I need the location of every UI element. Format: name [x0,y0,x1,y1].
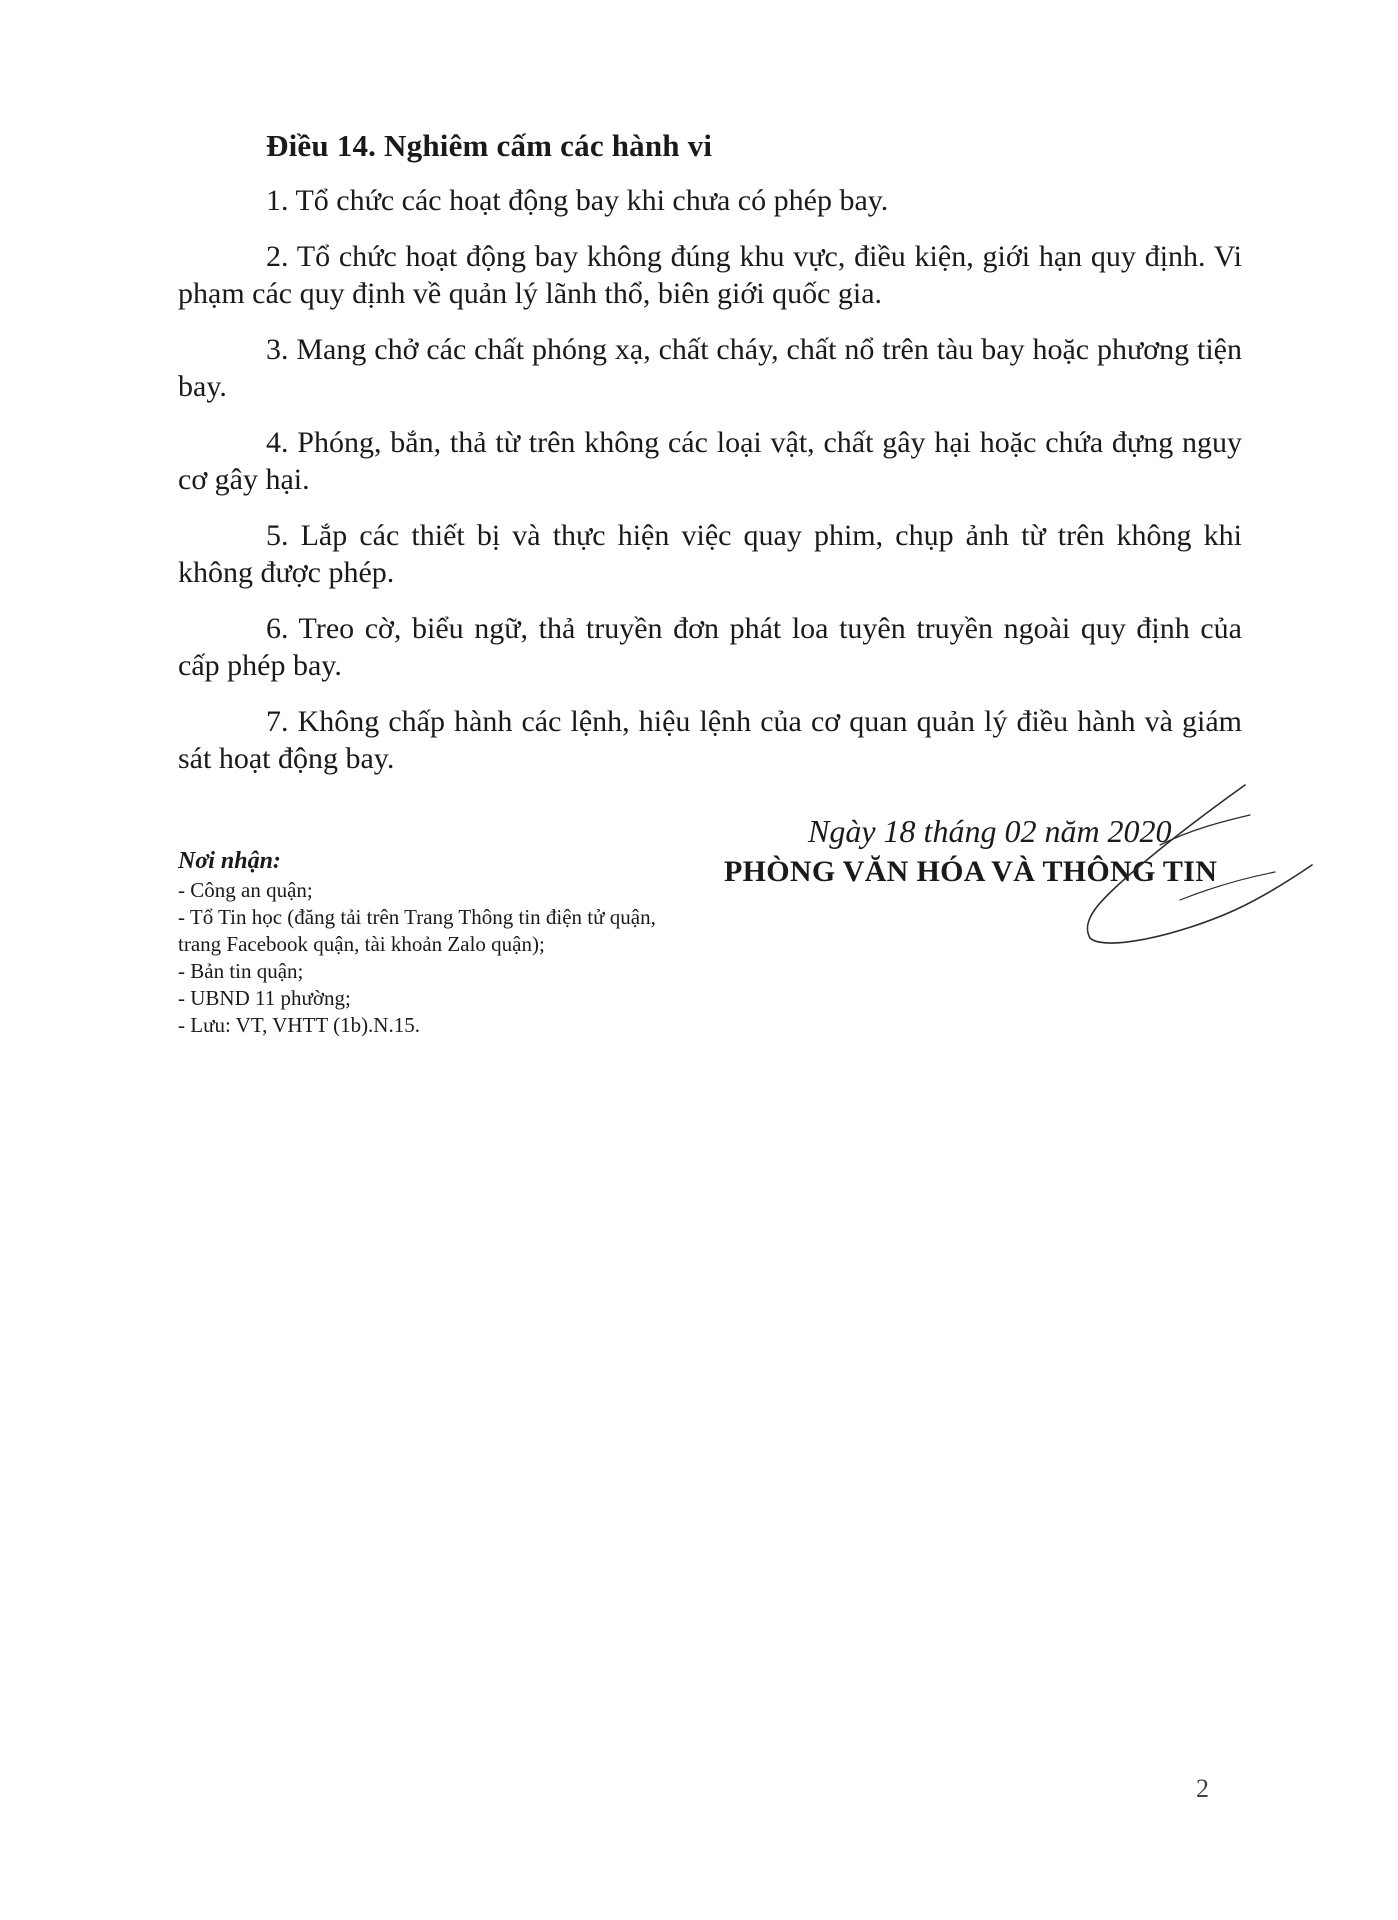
issuing-office: PHÒNG VĂN HÓA VÀ THÔNG TIN [724,855,1218,888]
recipient-item: - UBND 11 phường; [178,986,351,1010]
recipient-item: - Bản tin quận; [178,959,304,983]
clause-1: 1. Tổ chức các hoạt động bay khi chưa có phép bay. [266,184,889,217]
clause-5: 5. Lắp các thiết bị và thực hiện việc quay phim, chụp ảnh từ trên không khi không được phép. [178,519,1242,589]
recipients-title: Nơi nhận: [178,848,281,874]
clause-list [178,182,1242,796]
page-number: 2 [1196,1774,1209,1803]
recipients-block [178,848,678,1039]
recipient-item: - Lưu: VT, VHTT (1b).N.15. [178,1013,420,1037]
clause-6: 6. Treo cờ, biểu ngữ, thả truyền đơn phát loa tuyên truyền ngoài quy định của cấp phép bay. [178,612,1242,682]
article-heading: Điều 14. Nghiêm cấm các hành vi [266,128,713,163]
handwritten-signature [1060,770,1320,960]
clause-3: 3. Mang chở các chất phóng xạ, chất cháy, chất nổ trên tàu bay hoặc phương tiện bay. [178,333,1242,403]
clause-4: 4. Phóng, bắn, thả từ trên không các loại vật, chất gây hại hoặc chứa đựng nguy cơ gây hại. [178,426,1242,496]
recipients-list [178,877,678,1039]
recipient-item: - Tổ Tin học (đăng tải trên Trang Thông tin điện tử quận, trang Facebook quận, tài khoản Zalo quận); [178,905,656,956]
signing-date: Ngày 18 tháng 02 năm 2020 [808,813,1172,849]
recipient-item: - Công an quận; [178,878,313,902]
clause-2: 2. Tổ chức hoạt động bay không đúng khu vực, điều kiện, giới hạn quy định. Vi phạm các quy định về quản lý lãnh thổ, biên giới quốc gia. [178,240,1242,310]
clause-7: 7. Không chấp hành các lệnh, hiệu lệnh của cơ quan quản lý điều hành và giám sát hoạt động bay. [178,705,1242,775]
